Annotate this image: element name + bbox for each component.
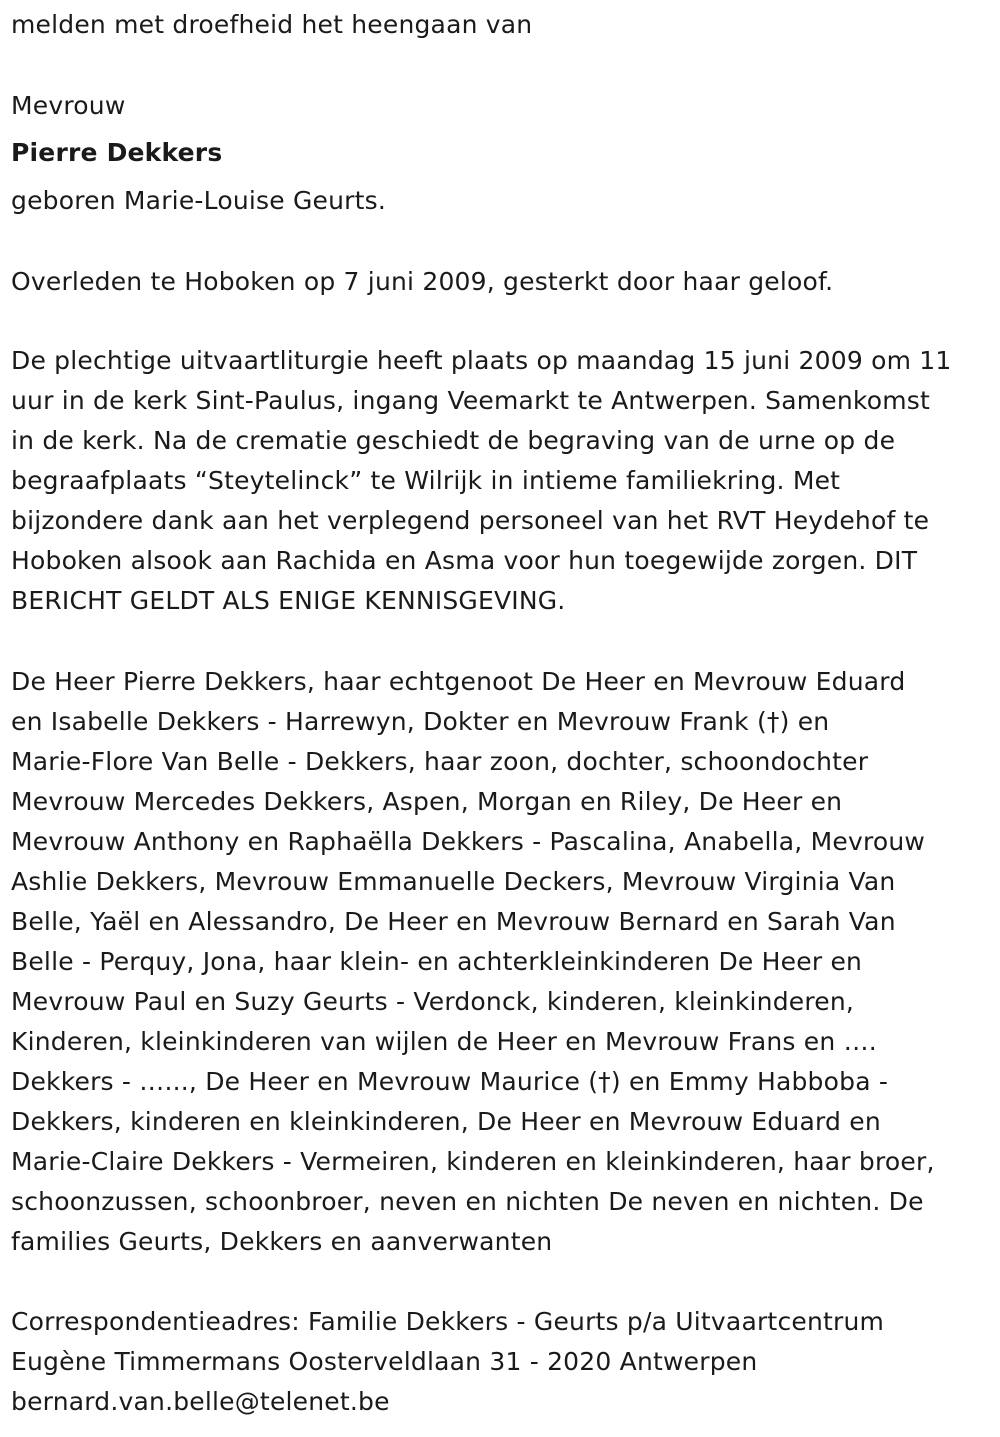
ceremony-line: Hoboken alsook aan Rachida en Asma voor hun toegewijde zorgen. DIT — [11, 546, 918, 575]
family-line: en Isabelle Dekkers - Harrewyn, Dokter en Mevrouw Frank (†) en — [11, 707, 830, 736]
family-line: Belle - Perquy, Jona, haar klein- en achterkleinkinderen De Heer en — [11, 947, 863, 976]
deceased-name: Pierre Dekkers — [11, 138, 223, 167]
birth-name: geboren Marie-Louise Geurts. — [11, 186, 387, 215]
family-line: families Geurts, Dekkers en aanverwanten — [11, 1227, 553, 1256]
family-line: Belle, Yaël en Alessandro, De Heer en Mevrouw Bernard en Sarah Van — [11, 907, 896, 936]
family-line: Dekkers, kinderen en kleinkinderen, De Heer en Mevrouw Eduard en — [11, 1107, 881, 1136]
family-line: Mevrouw Mercedes Dekkers, Aspen, Morgan en Riley, De Heer en — [11, 787, 843, 816]
family-line: Mevrouw Anthony en Raphaëlla Dekkers - Pascalina, Anabella, Mevrouw — [11, 827, 926, 856]
ceremony-line: bijzondere dank aan het verplegend personeel van het RVT Heydehof te — [11, 506, 930, 535]
ceremony-line: BERICHT GELDT ALS ENIGE KENNISGEVING. — [11, 586, 566, 615]
family-line: Marie-Claire Dekkers - Vermeiren, kinderen en kleinkinderen, haar broer, — [11, 1147, 935, 1176]
email-link[interactable]: bernard.van.belle@telenet.be — [11, 1387, 390, 1416]
family-line: Kinderen, kleinkinderen van wijlen de Heer en Mevrouw Frans en …. — [11, 1027, 877, 1056]
correspondence-line: Correspondentieadres: Familie Dekkers - Geurts p/a Uitvaartcentrum — [11, 1307, 885, 1336]
family-line: Ashlie Dekkers, Mevrouw Emmanuelle Deckers, Mevrouw Virginia Van — [11, 867, 896, 896]
correspondence-line: Eugène Timmermans Oosterveldlaan 31 - 2020 Antwerpen — [11, 1347, 758, 1376]
family-line: Mevrouw Paul en Suzy Geurts - Verdonck, kinderen, kleinkinderen, — [11, 987, 855, 1016]
intro-text: melden met droefheid het heengaan van — [11, 10, 533, 39]
ceremony-line: in de kerk. Na de crematie geschiedt de begraving van de urne op de — [11, 426, 896, 455]
ceremony-line: De plechtige uitvaartliturgie heeft plaats op maandag 15 juni 2009 om 11 — [11, 346, 952, 375]
email-line — [11, 1382, 390, 1422]
ceremony-line: begraafplaats “Steytelinck” te Wilrijk in intieme familiekring. Met — [11, 466, 841, 495]
family-line: schoonzussen, schoonbroer, neven en nichten De neven en nichten. De — [11, 1187, 924, 1216]
family-line: Dekkers - …..., De Heer en Mevrouw Maurice (†) en Emmy Habboba - — [11, 1067, 889, 1096]
family-line: Marie-Flore Van Belle - Dekkers, haar zoon, dochter, schoondochter — [11, 747, 869, 776]
family-line: De Heer Pierre Dekkers, haar echtgenoot De Heer en Mevrouw Eduard — [11, 667, 906, 696]
ceremony-line: uur in de kerk Sint-Paulus, ingang Veemarkt te Antwerpen. Samenkomst — [11, 386, 930, 415]
salutation: Mevrouw — [11, 91, 126, 120]
death-notice: Overleden te Hoboken op 7 juni 2009, gesterkt door haar geloof. — [11, 267, 834, 296]
